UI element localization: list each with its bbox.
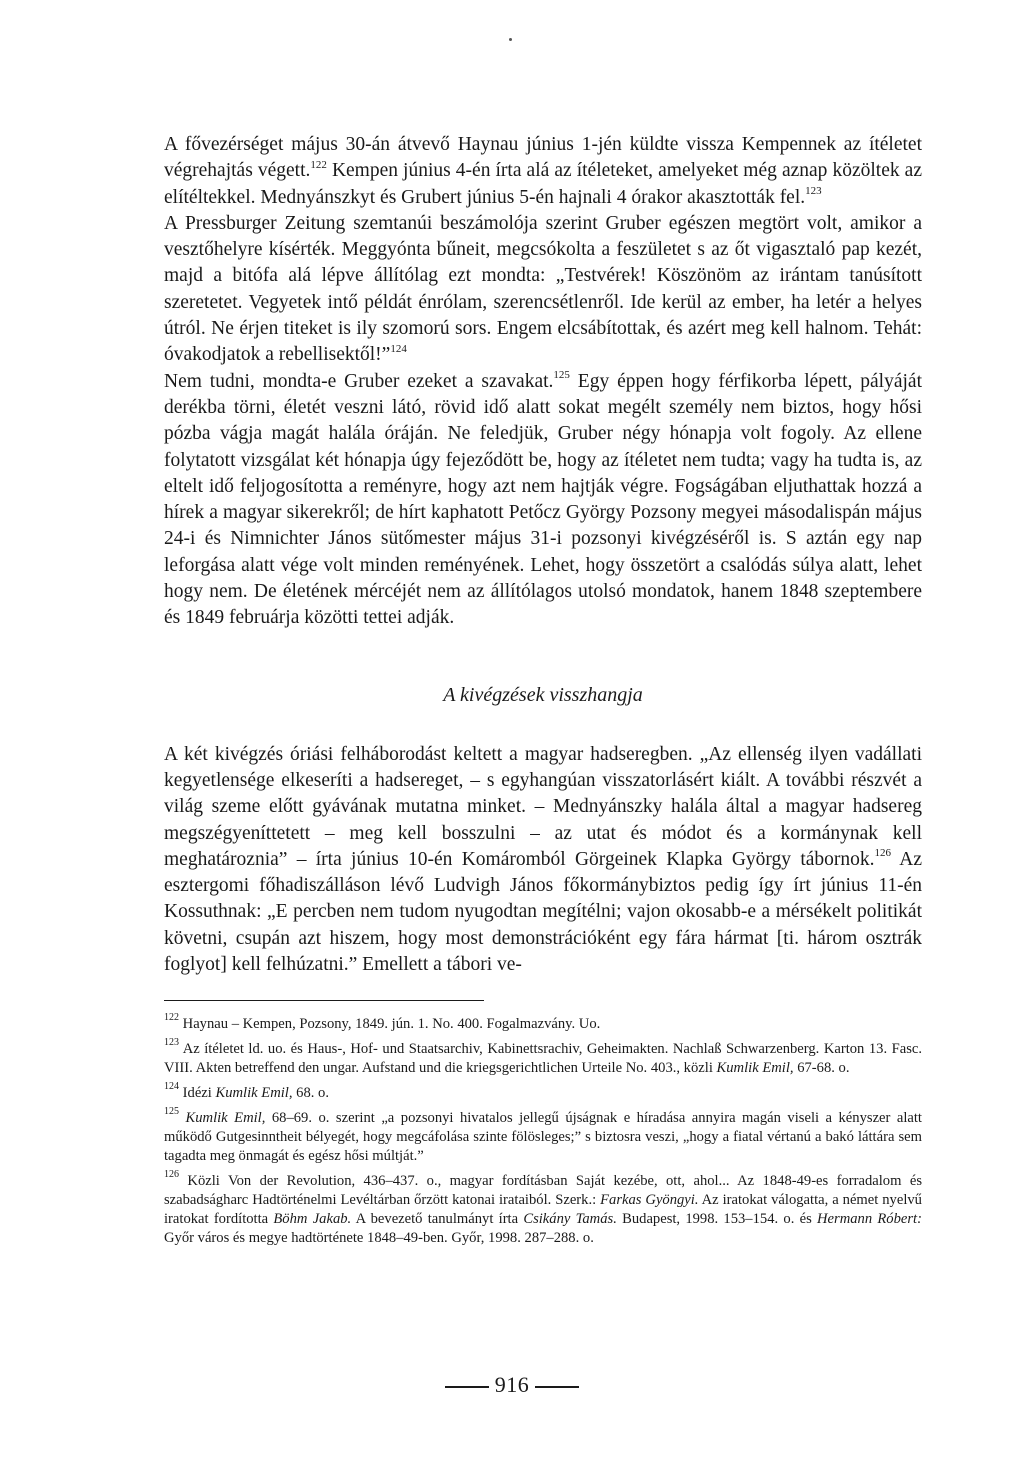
body-text-top xyxy=(164,132,922,632)
footnote-text: Idézi xyxy=(182,1085,216,1102)
footnote-author: Kumlik Emil, xyxy=(215,1085,293,1102)
paragraph-3-text-b: Egy éppen hogy férfikorba lépett, pályáját derékba törni, életét veszni látó, rövid idő alatt sokat megélt személy nem biztos, hogy hősi pózba vágja magát halála óráján. Ne feledjük, Gruber négy hónapja volt fogoly. Az ellene folytatott vizsgálat két hónapja úgy fejeződött be, hogy az ítéletet nem tudta; vagy ha tudta is, az eltelt idő feljogosította a reményre, hogy azt nem hajtják végre. Fogságában eljuthattak hozzá a hírek a magyar sikerekről; de hírt kaphatott Petőcz György Pozsony megyei másodalispán május 24-i és Nimnichter János sütőmester május 31-i pozsonyi kivégzéséről is. S aztán egy nap leforgása alatt vége volt minden reményének. Lehet, hogy összetört a csalódás súlya alatt, lehet hogy nem. De életének mércéjét nem az állítólagos utolsó mondatok, hanem 1848 szeptembere és 1849 februárja közötti tettei adják. xyxy=(164,370,922,629)
page-content xyxy=(164,132,922,1254)
section-heading: A kivégzések visszhangja xyxy=(443,683,643,706)
footnote-ref-124[interactable]: 124 xyxy=(390,342,407,355)
footnote-126 xyxy=(164,1169,922,1248)
footnote-text: A bevezető tanulmányt írta xyxy=(351,1211,524,1228)
footnote-text: Az ítéletet ld. uo. és Haus-, Hof- und Staatsarchiv, Kabinettsrachiv, Geheimakten. Nachlaß Schwarzenberg. Karton 13. Fasc. VIII. Akten betreffend den ungar. Aufstand und die kriegsgerichtlichen Urteile No. 403., közli xyxy=(164,1041,923,1077)
paragraph-2-text-a: A Pressburger Zeitung szemtanúi beszámolója szerint Gruber egészen megtört volt, amikor a vesztőhelyre kísérték. Meggyónta bűneit, megcsókolta a feszületet s az őt vigasztaló pap kezét, majd a bitófa alá lépve állítólag ezt mondta: „Testvérek! Köszönöm az irántam tanúsított szeretetet. Vegyetek intő példát énrólam, szerencsétlenről. Ide kerül az ember, ha letér a helyes útról. Ne érjen titeket is ily szomorú sors. Engem elcsábítottak, és azért meg kell halnom. Tehát: óvakodjatok a rebellisektől!” xyxy=(164,212,922,366)
page-number-dash-left xyxy=(445,1386,489,1388)
scan-speck xyxy=(509,38,512,41)
paragraph-4 xyxy=(164,742,922,979)
paragraph-4-text-a: A két kivégzés óriási felháborodást keltett a magyar hadseregben. „Az ellenség ilyen vadállati kegyetlensége elkeseríti a hadsereget, – s egyhangúan visszatorlásért kiált. A további részvét a világ szeme előtt gyávának mutatna minket. – Mednyánszky halála által a magyar hadsereg megszégyeníttetett – meg kell bosszulni – az utat és módot és a kormánynak kell meghatároznia” – írta június 10-én Komáromból Görgeinek Klapka György tábornok. xyxy=(164,743,922,870)
page-number-dash-right xyxy=(535,1386,579,1388)
footnote-text: 68. o. xyxy=(292,1085,329,1102)
body-text-bottom xyxy=(164,742,922,979)
footnotes xyxy=(164,1012,923,1248)
footnote-number: 124 xyxy=(164,1081,179,1093)
footnote-number: 125 xyxy=(164,1106,179,1118)
footnote-122 xyxy=(164,1012,922,1034)
footnote-125 xyxy=(164,1106,922,1166)
footnote-ref-126[interactable]: 126 xyxy=(874,847,892,860)
paragraph-3-text-a: Nem tudni, mondta-e Gruber ezeket a szavakat. xyxy=(164,370,554,392)
footnote-number: 126 xyxy=(164,1169,179,1181)
footnote-123 xyxy=(164,1037,923,1078)
paragraph-3 xyxy=(164,369,922,632)
footnote-author: Hermann Róbert: xyxy=(817,1211,922,1228)
footnote-text: Az iratokat válogatta, a német nyelvű iratokat fordította xyxy=(164,1192,922,1228)
paragraph-1-text-b: Kempen június 4-én írta alá az ítéleteket, amelyeket még aznap közöltek az elítéltekkel. Mednyánszkyt és Grubert június 5-én hajnali 4 órakor akasztották fel. xyxy=(164,160,922,208)
footnote-ref-122[interactable]: 122 xyxy=(310,158,327,171)
footnote-author: Farkas Gyöngyi. xyxy=(600,1192,699,1209)
footnote-text: Budapest, 1998. 153–154. o. és xyxy=(616,1211,818,1228)
footnote-text: Győr város és megye hadtörténete 1848–49-ben. Győr, 1998. 287–288. o. xyxy=(164,1230,594,1247)
paragraph-2 xyxy=(164,211,922,369)
footnote-text: 68–69. o. szerint „a pozsonyi hivatalos jellegű újságnak e híradása annyira magán viseli a kényszer alatt működő Gutgesinntheit bélyegét, hogy megcáfolása szinte fölösleges;” s biztosra veszi, „hogy a fiatal vértanú a bakó láttára sem tagadta meg önmagát és egész hősi múltját.” xyxy=(164,1110,922,1165)
page-number-value: 916 xyxy=(494,1372,530,1397)
footnote-text: Közli Von der Revolution, 436–437. o., magyar fordításban Saját kezébe, ott, ahol... Az 1848-49-es forradalom és szabadságharc Hadtörténelmi Levéltárban őrzött katonai irataiból. Szerk.: xyxy=(164,1173,922,1209)
footnote-124 xyxy=(164,1081,922,1103)
page-number xyxy=(0,1372,1024,1398)
paragraph-1 xyxy=(164,132,922,211)
footnote-author: Böhm Jakab. xyxy=(273,1211,352,1228)
footnote-author: Kumlik Emil, xyxy=(185,1110,266,1127)
footnote-author: Kumlik Emil, xyxy=(716,1060,794,1077)
footnote-ref-123[interactable]: 123 xyxy=(805,185,822,198)
footnote-text: 67-68. o. xyxy=(793,1060,850,1077)
paragraph-1-text-a: A fővezérséget május 30-án átvevő Haynau június 1-jén küldte vissza Kempennek az ítéletet végrehajtás végett. xyxy=(164,134,922,182)
footnote-number: 123 xyxy=(164,1037,179,1049)
footnote-author: Csikány Tamás. xyxy=(523,1211,617,1228)
footnote-text: Haynau – Kempen, Pozsony, 1849. jún. 1. No. 400. Fogalmazvány. Uo. xyxy=(182,1016,601,1033)
footnote-ref-125[interactable]: 125 xyxy=(553,369,570,382)
paragraph-4-text-b: Az esztergomi főhadiszálláson lévő Ludvigh János főkormánybiztos pedig így írt június 11-én Kossuthnak: „E percben nem tudom nyugodtan megítélni; vajon okosabb-e a mérsékelt politikát követni, csupán azt hiszem, hogy most demonstrációként egy fára hármat [ti. három osztrák foglyot] kell felhúzatni.” Emellett a tábori ve- xyxy=(164,848,922,976)
footnote-number: 122 xyxy=(164,1012,179,1024)
footnote-divider xyxy=(164,1000,484,1001)
